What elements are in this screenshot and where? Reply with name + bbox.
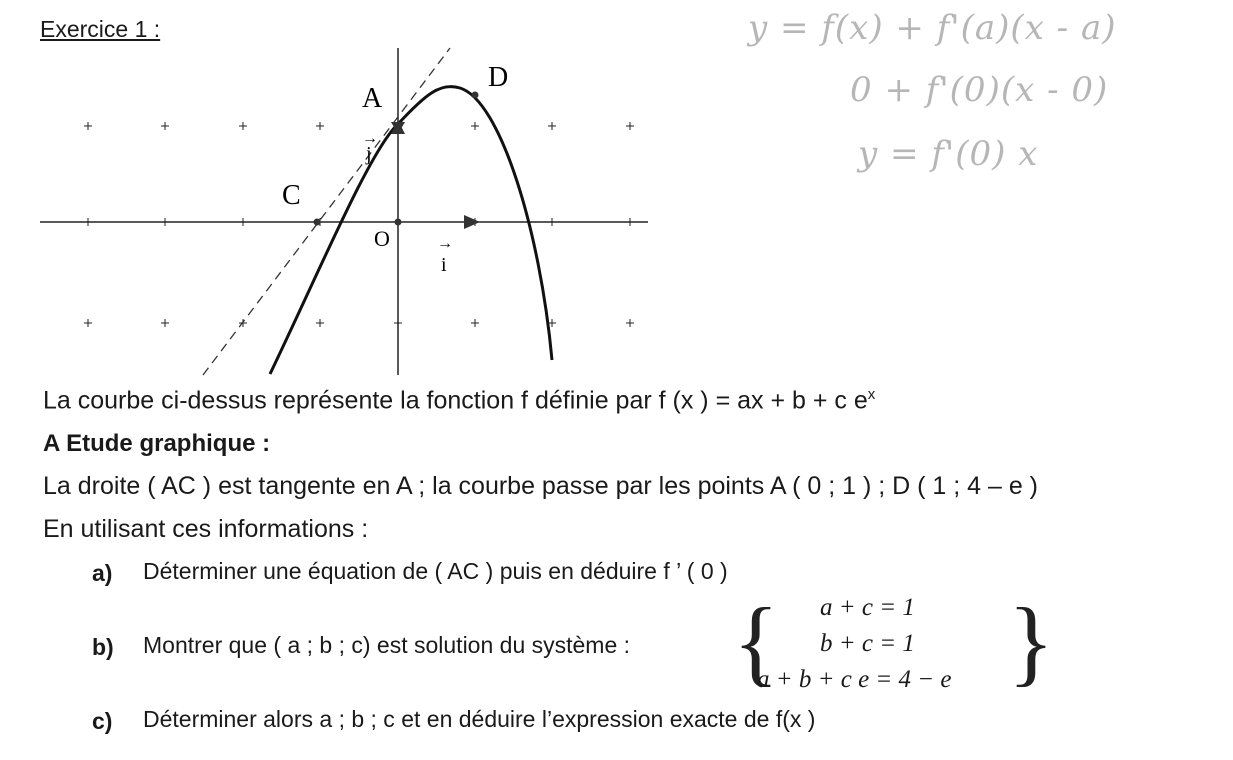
item-b-label: b) [92,634,114,660]
item-b-text: Montrer que ( a ; b ; c) est solution du système : [143,632,631,658]
intro-text [43,386,875,415]
label-C: C [282,180,301,211]
label-D: D [488,62,509,93]
point-D [472,92,479,99]
system-eq-3: a + b + c e = 4 − e [757,666,952,693]
label-O: O [374,226,390,251]
label-j: j [366,143,372,165]
tangent-line-AC [203,48,450,375]
vector-j-arrow: → [362,130,378,147]
system-eq-2: b + c = 1 [820,630,915,657]
item-c-label: c) [92,708,113,734]
section-title: A Etude graphique : [43,430,271,457]
function-graph [0,0,700,380]
item-a-label: a) [92,560,113,586]
intro-main: La courbe ci-dessus représente la fonction f définie par f (x ) = ax + b + c e [43,386,868,415]
tangent-statement: La droite ( AC ) est tangente en A ; la courbe passe par les points A ( 0 ; 1 ) ; D ( 1 ; 4 – e ) [43,472,1038,500]
intro-exponent: x [867,386,876,403]
vector-i-arrowhead [464,215,480,229]
label-i: i [441,254,447,276]
exercise-title: Exercice 1 : [40,16,161,42]
point-C [314,219,321,226]
system-right-brace: } [1008,588,1055,695]
vector-i-arrow: → [437,235,453,252]
item-a-text: Déterminer une équation de ( AC ) puis en déduire f ’ ( 0 ) [143,558,728,584]
item-c-text: Déterminer alors a ; b ; c et en déduire l’expression exacte de f(x ) [143,706,816,732]
using-info-line: En utilisant ces informations : [43,515,369,543]
system-eq-1: a + c = 1 [820,594,915,621]
point-O [395,219,402,226]
handwriting-line-3: y = f'(0) x [858,134,1039,174]
handwriting-line-2: 0 + f'(0)(x - 0) [850,70,1109,110]
handwriting-line-1: y = f(x) + f'(a)(x - a) [748,8,1117,48]
label-A: A [362,83,383,114]
system-left-brace: { [733,588,780,695]
